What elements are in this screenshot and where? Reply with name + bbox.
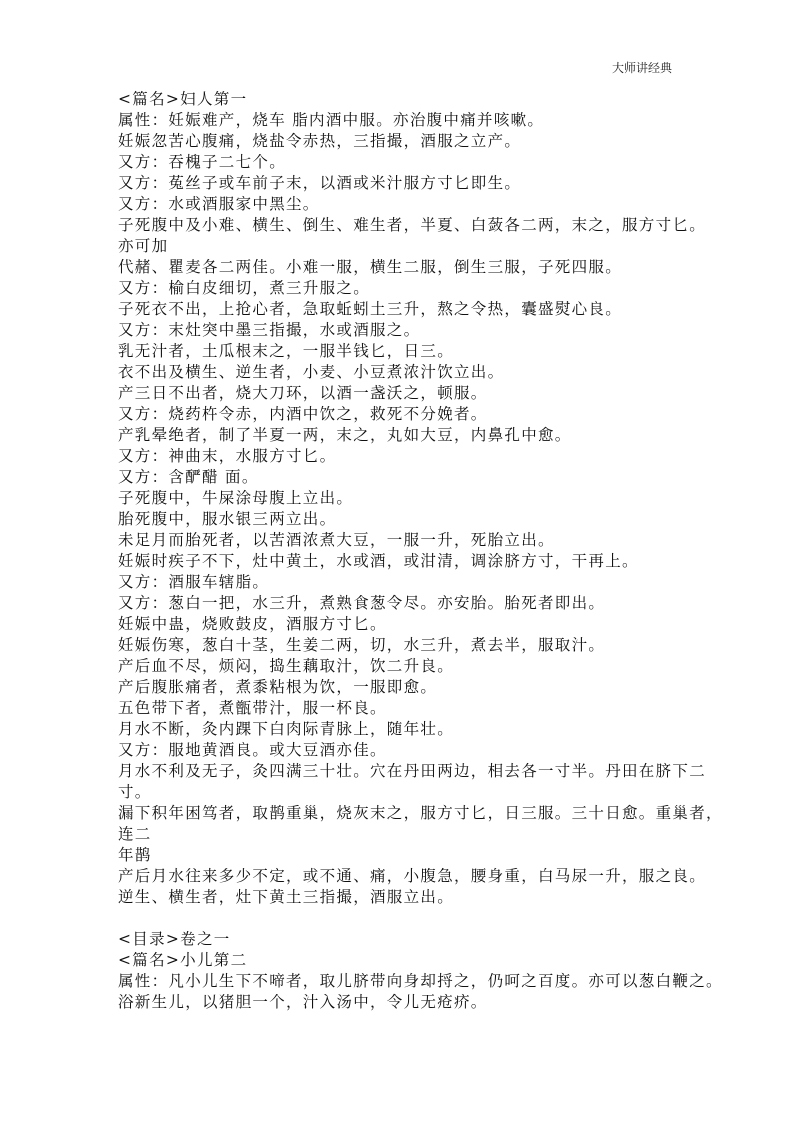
text-line: 又方：菟丝子或车前子末，以酒或米汁服方寸匕即生。 [118, 174, 522, 192]
text-line: 亦可加 [118, 237, 169, 255]
text-line: 产后血不尽，烦闷，捣生藕取汁，饮二升良。 [118, 657, 455, 675]
text-line: 子死腹中及小难、横生、倒生、难生者，半夏、白蔹各二两，末之，服方寸匕。 [118, 216, 707, 234]
text-line: 代赭、瞿麦各二两佳。小难一服，横生二服，倒生三服，子死四服。 [118, 258, 623, 276]
text-line: 又方：榆白皮细切，煮三升服之。 [118, 279, 371, 297]
text-line: 又方：烧药杵令赤，内酒中饮之，救死不分娩者。 [118, 405, 488, 423]
text-line: 乳无汁者，土瓜根末之，一服半钱匕，日三。 [118, 342, 455, 360]
text-line: 逆生、横生者，灶下黄土三指撮，酒服立出。 [118, 888, 455, 906]
text-line: 衣不出及横生、逆生者，小麦、小豆煮浓汁饮立出。 [118, 363, 505, 381]
text-line: 产三日不出者，烧大刀环，以酒一盏沃之，顿服。 [118, 384, 488, 402]
text-line: 未足月而胎死者，以苦酒浓煮大豆，一服一升，死胎立出。 [118, 531, 555, 549]
text-line: 属性：妊娠难产，烧车 脂内酒中服。亦治腹中痛并咳嗽。 [118, 111, 545, 129]
text-line: 年鹊 [118, 846, 152, 864]
text-line: 子死衣不出，上抢心者，急取蚯蚓土三升，熬之令热，囊盛熨心良。 [118, 300, 623, 318]
text-line: 妊娠中蛊，烧败鼓皮，酒服方寸匕。 [118, 615, 387, 633]
text-line: 产后腹胀痛者，煮黍粘根为饮，一服即愈。 [118, 678, 438, 696]
text-line: 妊娠忽苦心腹痛，烧盐令赤热，三指撮，酒服之立产。 [118, 132, 522, 150]
text-line: 又方：末灶突中墨三指撮，水或酒服之。 [118, 321, 421, 339]
text-line: 又方：葱白一把，水三升，煮熟食葱令尽。亦安胎。胎死者即出。 [118, 594, 606, 612]
text-line: 又方：神曲末，水服方寸匕。 [118, 447, 337, 465]
text-line: 妊娠时疾子不下，灶中黄土，水或酒，或泔清，调涂脐方寸，干再上。 [118, 552, 639, 570]
section-heading: <篇名>妇人第一 [118, 90, 248, 108]
text-line: 属性：凡小儿生下不啼者，取儿脐带向身却捋之，仍呵之百度。亦可以葱白鞭之。 [118, 972, 723, 990]
text-line: 又方：水或酒服家中黑尘。 [118, 195, 320, 213]
text-line: 漏下积年困笃者，取鹊重巢，烧灰末之，服方寸匕，日三服。三十日愈。重巢者， [118, 804, 723, 822]
text-line: 又方：含酽醋 面。 [118, 468, 259, 486]
document-body [118, 89, 723, 1013]
text-line: 月水不利及无子，灸四满三十壮。穴在丹田两边，相去各一寸半。丹田在脐下二 [118, 762, 707, 780]
text-line: 产后月水往来多少不定，或不通、痛，小腹急，腰身重，白马尿一升，服之良。 [118, 867, 707, 885]
text-line: 又方：酒服车辖脂。 [118, 573, 270, 591]
text-line: 寸。 [118, 783, 152, 801]
page-header: 大师讲经典 [612, 61, 673, 75]
text-line: 连二 [118, 825, 152, 843]
text-line: 五色带下者，煮甑带汁，服一杯良。 [118, 699, 387, 717]
text-line: 子死腹中，牛屎涂母腹上立出。 [118, 489, 354, 507]
text-line: 产乳晕绝者，制了半夏一两，末之，丸如大豆，内鼻孔中愈。 [118, 426, 572, 444]
text-line: 胎死腹中，服水银三两立出。 [118, 510, 337, 528]
blank-line [118, 908, 688, 929]
text-line: 又方：服地黄酒良。或大豆酒亦佳。 [118, 741, 387, 759]
text-line: 妊娠伤寒，葱白十茎，生姜二两，切，水三升，煮去半，服取汁。 [118, 636, 606, 654]
section-heading: <目录>卷之一 [118, 930, 231, 948]
section-heading: <篇名>小儿第二 [118, 951, 248, 969]
text-line: 浴新生儿，以猪胆一个，汁入汤中，令儿无疮疥。 [118, 993, 488, 1011]
text-line: 月水不断，灸内踝下白肉际青脉上，随年壮。 [118, 720, 455, 738]
text-line: 又方：吞槐子二七个。 [118, 153, 287, 171]
